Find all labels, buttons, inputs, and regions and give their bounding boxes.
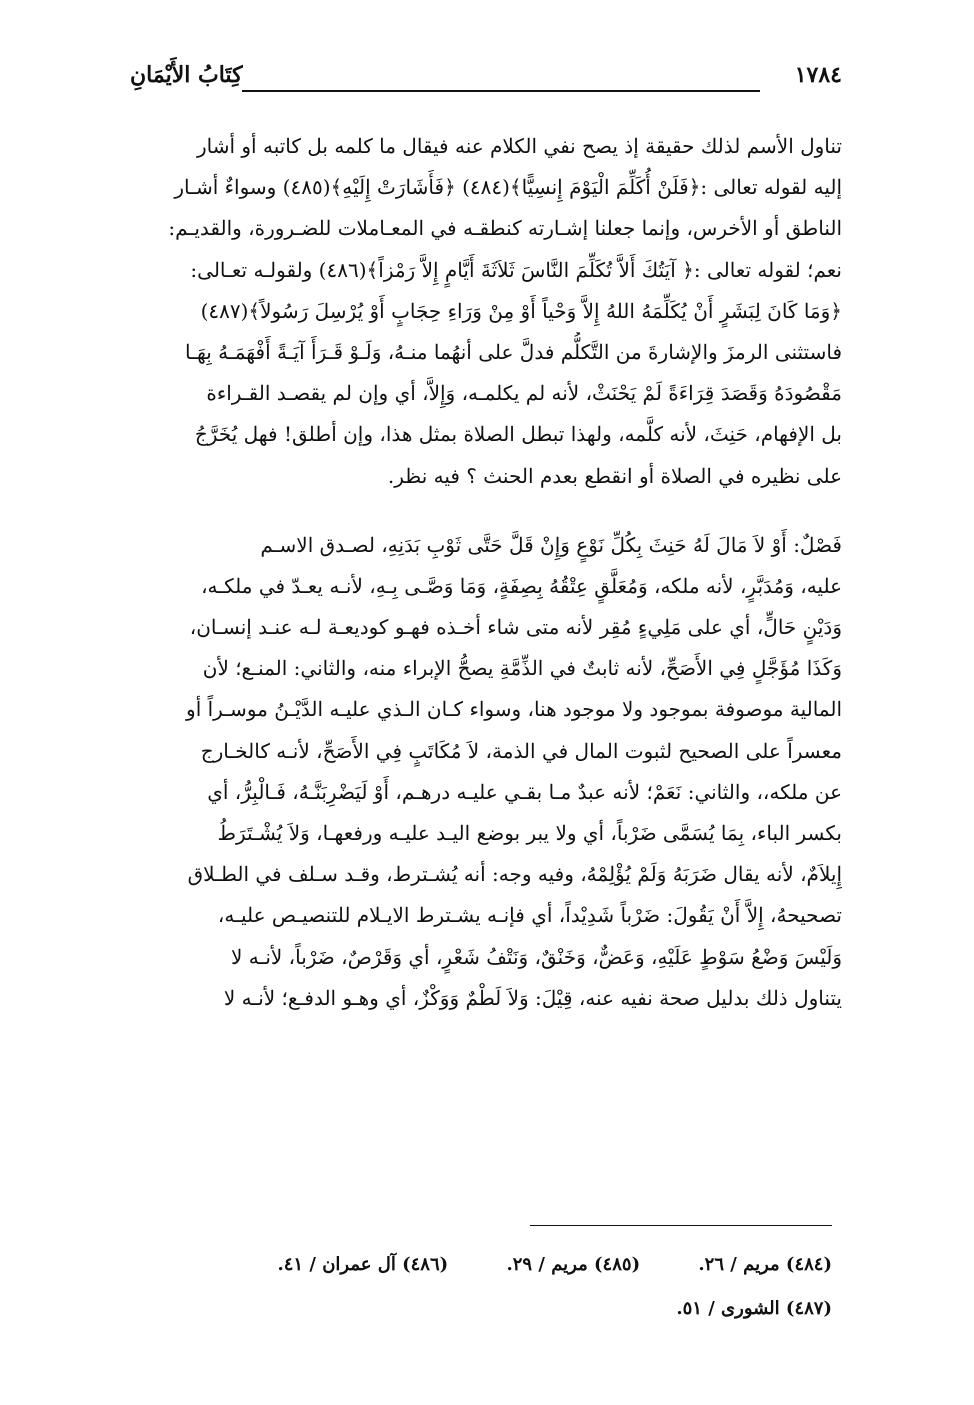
page-header — [130, 62, 842, 102]
text-line: فَصْلٌ: أَوْ لاَ مَالَ لَهُ حَنِثَ بِكُلِّ نَوْعٍ وَإِنْ قَلَّ حَتَّى ثَوْبِ بَدَنِهِ، لصـدق الاسـم — [260, 532, 842, 557]
text-line: بل الإفهام، حَنِثَ، لأنه كلَّمه، ولهذا تبطل الصلاة بمثل هذا، وإن أطلق! فهل يُخَرَّجُ — [194, 422, 842, 447]
paragraph-2 — [118, 525, 842, 1019]
text-line: وَكَذَا مُؤَجَّلٍ فِي الأَصَحِّ، لأنه ثابتٌ في الذِّمَّةِ يصحُّ الإبراء منه، والثاني: المنـع؛ لأن — [202, 656, 842, 681]
text-line: يتناول ذلك بدليل صحة نفيه عنه، قِيْلَ: وَلاَ لَطْمٌ وَوَكْزٌ، أي وهـو الدفـع؛ لأنـه لا — [223, 985, 842, 1010]
footnote-485: (٤٨٥) مريم / ٢٩. — [506, 1254, 641, 1275]
footnote-row — [180, 1243, 832, 1287]
footnote-487: (٤٨٧) الشورى / ٥١. — [676, 1298, 832, 1319]
text-line: الناطق أو الأخرس، وإنما جعلنا إشـارته كنطقـه في المعـاملات للضـرورة، والقديـم: — [168, 216, 842, 241]
text-line: عن ملكه،، والثاني: نَعَمْ؛ لأنه عبدٌ مـا بقـي عليـه درهـم، أَوْ لَيَضْرِبَنَّـهُ، فَـالْبِرُّ، أي — [207, 779, 842, 804]
page-number: ١٧٨٤ — [794, 62, 842, 88]
text-line: إِيلاَمٌ، لأنه يقال ضَرَبَهُ وَلَمْ يُؤْلِمْهُ، وفيه وجه: أنه يُشـترط، وقـد سـلف في الطـلاق — [187, 862, 842, 887]
text-line: تناول الأسم لذلك حقيقة إذ يصح نفي الكلام عنه فيقال ما كلمه بل كاتبه أو أشار — [196, 134, 842, 158]
text-line: معسراً على الصحيح لثبوت المال في الذمة، لاَ مُكَاتَبٍ فِي الأَصَحِّ، لأنـه كالخـارج — [200, 738, 842, 763]
main-text — [118, 126, 842, 1019]
footnote-484: (٤٨٤) مريم / ٢٦. — [698, 1254, 832, 1275]
footnote-separator — [530, 1225, 832, 1226]
text-line: تصحيحهُ، إِلاَّ أَنْ يَقُولَ: ضَرْباً شَدِيْداً، أي فإنـه يشـترط الايـلام للتنصيـص عليـه، — [217, 903, 842, 928]
header-rule — [242, 90, 760, 92]
text-line: بكسر الباء، بِمَا يُسَمَّى ضَرْباً، أي ولا يبر بوضع اليـد عليـه ورفعهـا، وَلاَ يُشْـتَرَطُ — [217, 821, 842, 845]
footnote-row — [180, 1287, 832, 1331]
text-line: وَدَيْنٍ حَالٍّ، أي على مَلِيءٍ مُقِر لأنه متى شاء أخـذه فهـو كوديعـة لـه عنـد إنسـان، — [189, 615, 842, 640]
paragraph-1 — [118, 126, 842, 497]
text-line: على نظيره في الصلاة أو انقطع بعدم الحنث ؟ فيه نظر. — [387, 463, 842, 488]
footnotes — [180, 1243, 832, 1331]
text-line: إليه لقوله تعالى :﴿فَلَنْ أُكَلِّمَ الْيَوْمَ إِنسِيًّا﴾(٤٨٤) ﴿فَأَشَارَتْ إِلَيْهِ﴾(٤٨٥) وسواءٌ أشـار — [174, 175, 842, 200]
text-line: فاستثنى الرمزَ والإشارةَ من التَّكلُّم فدلَّ على أنهُما منـهُ، وَلَـوْ قَـرَأَ آيَـةً أَفْهَمَـهُ بِهَـا — [185, 339, 842, 364]
text-line: مَقْصُودَهُ وَقَصَدَ قِرَاءَةً لَمْ يَحْنَثْ، لأنه لم يكلمـه، وَإِلاَّ، أي وإن لم يقصـد القـراءة — [206, 381, 842, 406]
book-title: كِتَابُ الأَيْمَانِ — [130, 62, 243, 88]
paragraph-gap — [118, 497, 842, 525]
text-line: وَلَيْسَ وَضْعُ سَوْطٍ عَلَيْهِ، وَعَضٌّ، وَخَنْقٌ، وَنَتْفُ شَعْرٍ، أي وَقَرْصٌ، ضَرْباً، لأنـه لا — [230, 944, 842, 969]
text-line: عليه، وَمُدَبَّرٍ، لأنه ملكه، وَمُعَلَّقٍ عِتْقُهُ بِصِفَةٍ، وَمَا وَصَّـى بِـهِ، لأنـه يعـدّ في ملكـه، — [201, 573, 842, 598]
text-line: ﴿وَمَا كَانَ لِبَشَرٍ أَنْ يُكَلِّمَهُ اللهُ إِلاَّ وَحْياً أَوْ مِنْ وَرَاءِ حِجَابٍ أَوْ يُرْسِلَ رَسُولاً﴾(٤٨٧) — [200, 298, 842, 323]
footnote-486: (٤٨٦) آل عمران / ٤١. — [277, 1254, 449, 1275]
text-line: المالية موصوفة بموجود ولا موجود هنا، وسواء كـان الـذي عليـه الدَّيْـنُ موسـراً أو — [186, 697, 842, 722]
text-line: نعم؛ لقوله تعالى :﴿ آيَتُكَ أَلاَّ تُكَلِّمَ النَّاسَ ثَلاَثَةَ أَيَّامٍ إِلاَّ رَمْزاً﴾(٤٨٦) ولقولـه تعـالى: — [190, 257, 842, 282]
